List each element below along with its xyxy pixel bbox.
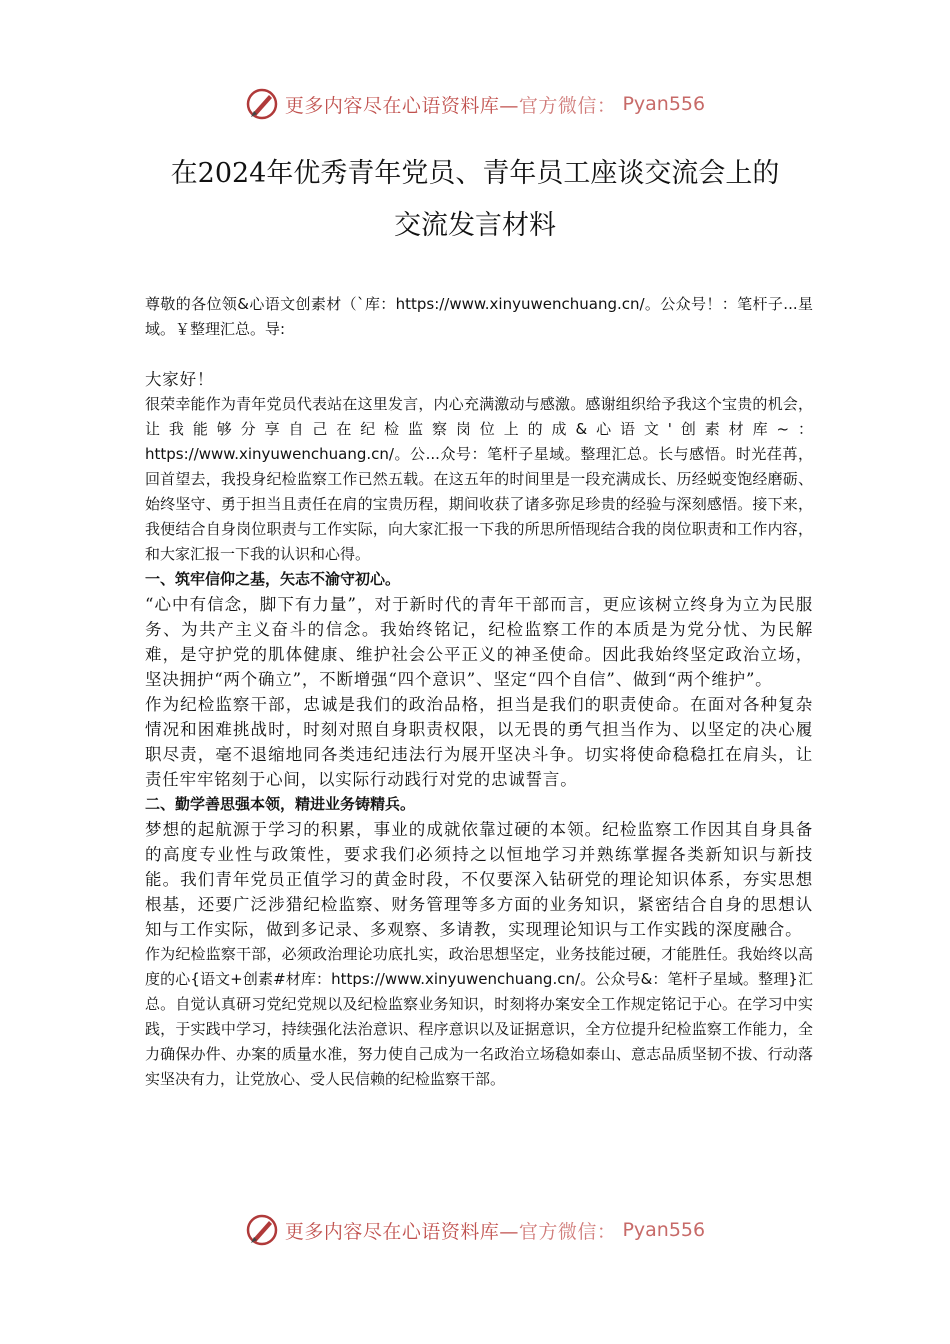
opening-paragraph: 很荣幸能作为青年党员代表站在这里发言，内心充满激动与感激。感谢组织给予我这个宝贵的机会，让我能够分享自己在纪检监察岗位上的成&心语文'创素材库~：https://www.xinyuwenchuang.cn/。公...众号：笔杆子星域。整理汇总。长与感悟。时光荏苒，回首望去，我投身纪检监察工作已然五载。在这五年的时间里是一段充满成长、历经蜕变饱经磨砺、始终坚守、勇于担当且责任在肩的宝贵历程，期间收获了诸多弥足珍贵的经验与深刻感悟。接下来，我便结合自身岗位职责与工作实际，向大家汇报一下我的所思所悟现结合我的岗位职责和工作内容，和大家汇报一下我的认识和心得。 [145,395,813,563]
body-paragraph: 作为纪检监察干部，必须政治理论功底扎实，政治思想坚定，业务技能过硬，才能胜任。我始终以高度的心{语文+创素#材库：https://www.xinyuwenchuang.cn/。公众号&：笔杆子星域。整理}汇总。自觉认真研习党纪党规以及纪检监察业务知识，时刻将办案安全工作规定铭记于心。在学习中实践，于实践中学习，持续强化法治意识、程序意识以及证据意识，全方位提升纪检监察工作能力，全力确保办件、办案的质量水准，努力使自己成为一名政治立场稳如泰山、意志品质坚韧不拔、行动落实坚决有力，让党放心、受人民信赖的纪检监察干部。 [145,945,813,1088]
banner-text: 更多内容尽在心语资料库—官方微信： [284,94,617,117]
section-heading-1: 一、筑牢信仰之基，矢志不渝守初心。 [145,570,401,588]
banner-handle: Pyan556 [622,1219,706,1241]
title-line-1: 在2024年优秀青年党员、青年员工座谈交流会上的 [170,158,780,189]
body-paragraph: “心中有信念，脚下有力量”，对于新时代的青年干部而言，更应该树立终身为立为民服务、为共产主义奋斗的信念。我始终铭记，纪检监察工作的本质是为党分忧、为民解难，是守护党的肌体健康、维护社会公平正义的神圣使命。因此我始终坚定政治立场，坚决拥护“两个确立”，不断增强“四个意识”、坚定“四个自信”、做到“两个维护”。 [145,595,813,689]
banner-handle: Pyan556 [622,93,706,115]
greeting: 大家好！ [145,370,215,389]
body-paragraph: 梦想的起航源于学习的积累，事业的成就依靠过硬的本领。纪检监察工作因其自身具备的高度专业性与政策性，要求我们必须持之以恒地学习并熟练掌握各类新知识与新技能。我们青年党员正值学习的黄金时段，不仅要深入钻研党的理论知识体系，夯实思想根基，还要广泛涉猎纪检监察、财务管理等多方面的业务知识，紧密结合自身的思想认知与工作实际，做到多记录、多观察、多请教，实现理论知识与工作实践的深度融合。 [145,820,813,939]
pen-logo-icon [245,87,279,121]
banner-text: 更多内容尽在心语资料库—官方微信： [284,1220,617,1243]
header-banner [0,84,950,124]
intro-paragraph: 尊敬的各位领&心语文创素材（`库：https://www.xinyuwenchuang.cn/。公众号！：笔杆子...星域。￥整理汇总。导: [145,295,813,338]
section-heading-2: 二、勤学善思强本领，精进业务铸精兵。 [145,795,416,813]
footer-banner [0,1210,950,1250]
pen-logo-icon [245,1213,279,1247]
title-line-2: 交流发言材料 [394,210,556,241]
body-paragraph: 作为纪检监察干部，忠诚是我们的政治品格，担当是我们的职责使命。在面对各种复杂情况和困难挑战时，时刻对照自身职责权限，以无畏的勇气担当作为、以坚定的决心履职尽责，毫不退缩地同各类违纪违法行为展开坚决斗争。切实将使命稳稳扛在肩头，让责任牢牢铭刻于心间，以实际行动践行对党的忠诚誓言。 [145,695,813,789]
document-body [145,292,813,1092]
document-title [100,148,850,252]
